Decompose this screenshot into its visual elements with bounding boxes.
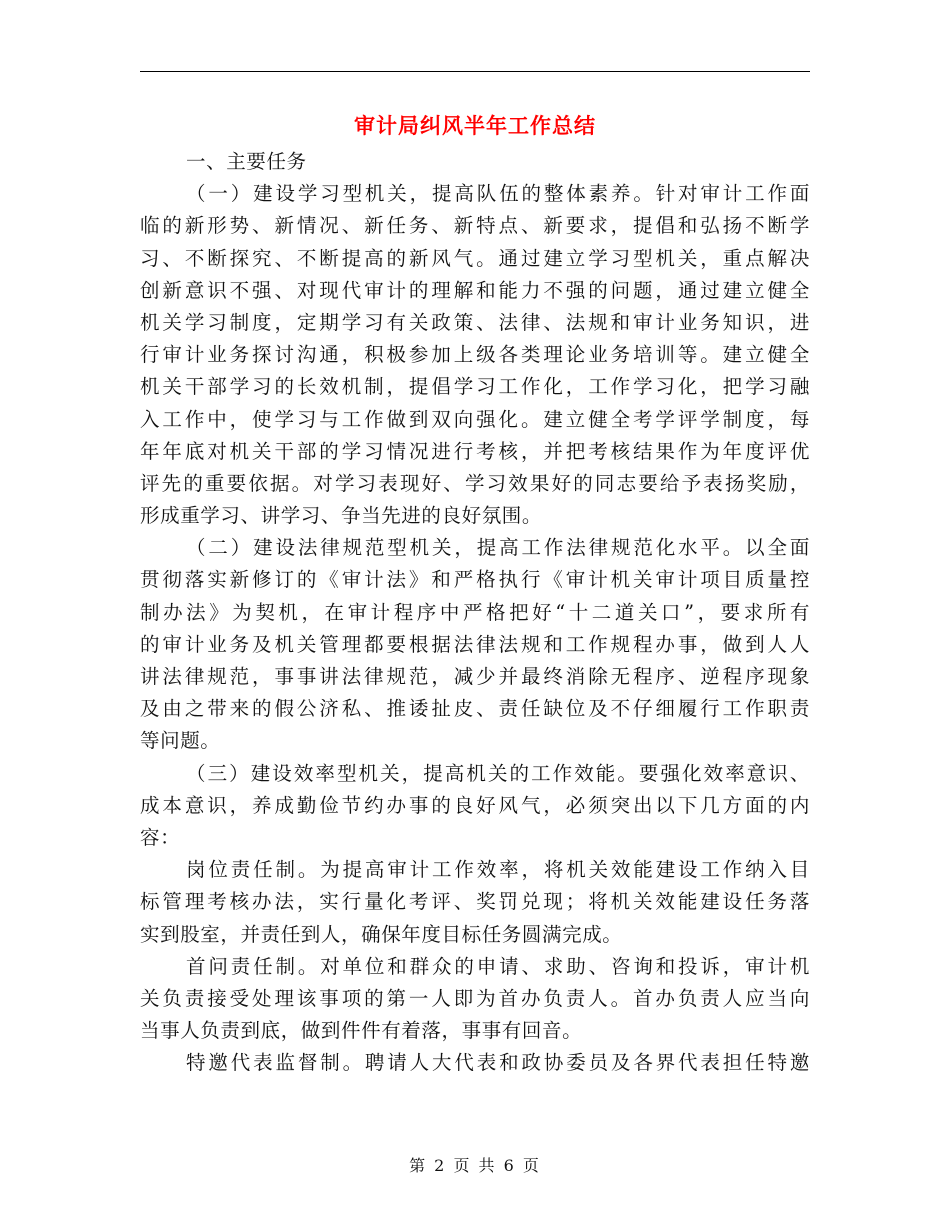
body-text-line: 贯彻落实新修订的《审计法》和严格执行《审计机关审计项目质量控 (140, 568, 810, 592)
body-text-line: 评先的重要依据。对学习表现好、学习效果好的同志要给予表扬奖励， (140, 471, 810, 495)
body-text-line: 的审计业务及机关管理都要根据法律法规和工作规程办事，做到人人 (140, 632, 810, 656)
body-text-line: 当事人负责到底，做到件件有着落，事事有回音。 (140, 1019, 583, 1043)
body-text-line: （一）建设学习型机关，提高队伍的整体素养。针对审计工作面 (186, 182, 810, 206)
body-text-line: 创新意识不强、对现代审计的理解和能力不强的问题，通过建立健全 (140, 278, 810, 302)
document-title: 审计局纠风半年工作总结 (354, 113, 596, 138)
body-text-line: 标管理考核办法，实行量化考评、奖罚兑现；将机关效能建设任务落 (140, 890, 810, 914)
body-text-line: 等问题。 (140, 729, 221, 753)
body-text-line: 实到股室，并责任到人，确保年度目标任务圆满完成。 (140, 922, 623, 946)
body-text-line: 制办法》为契机，在审计程序中严格把好“十二道关口”，要求所有 (140, 600, 810, 624)
body-text-line: 年年底对机关干部的学习情况进行考核，并把考核结果作为年度评优 (140, 439, 810, 463)
body-text-line: 岗位责任制。为提高审计工作效率，将机关效能建设工作纳入目 (186, 858, 810, 882)
body-text-line: 入工作中，使学习与工作做到双向强化。建立健全考学评学制度，每 (140, 407, 810, 431)
body-text-line: 特邀代表监督制。聘请人大代表和政协委员及各界代表担任特邀 (186, 1051, 810, 1075)
body-text-line: 习、不断探究、不断提高的新风气。通过建立学习型机关，重点解决 (140, 246, 810, 270)
body-text-line: 首问责任制。对单位和群众的申请、求助、咨询和投诉，审计机 (186, 954, 810, 978)
page-number: 第 2 页 共 6 页 (409, 1156, 541, 1175)
body-text-line: 临的新形势、新情况、新任务、新特点、新要求，提倡和弘扬不断学 (140, 214, 810, 238)
body-text-line: 一、主要任务 (186, 150, 307, 173)
body-text-line: 讲法律规范，事事讲法律规范，减少并最终消除无程序、逆程序现象 (140, 665, 810, 688)
body-text-line: 及由之带来的假公济私、推诿扯皮、责任缺位及不仔细履行工作职责 (140, 697, 810, 721)
header-rule (140, 71, 810, 72)
body-text-line: 机关干部学习的长效机制，提倡学习工作化，工作学习化，把学习融 (140, 375, 810, 399)
body-text-line: 容： (140, 825, 181, 849)
body-text-line: （三）建设效率型机关，提高机关的工作效能。要强化效率意识、 (186, 761, 810, 785)
body-text-line: （二）建设法律规范型机关，提高工作法律规范化水平。以全面 (186, 536, 810, 560)
body-text-line: 行审计业务探讨沟通，积极参加上级各类理论业务培训等。建立健全 (140, 343, 810, 367)
body-text-line: 关负责接受处理该事项的第一人即为首办负责人。首办负责人应当向 (140, 986, 810, 1010)
body-text-line: 成本意识，养成勤俭节约办事的良好风气，必须突出以下几方面的内 (140, 793, 810, 817)
body-text-line: 机关学习制度，定期学习有关政策、法律、法规和审计业务知识，进 (140, 310, 810, 334)
document-body (140, 146, 810, 1079)
body-text-line: 形成重学习、讲学习、争当先进的良好氛围。 (140, 504, 543, 528)
